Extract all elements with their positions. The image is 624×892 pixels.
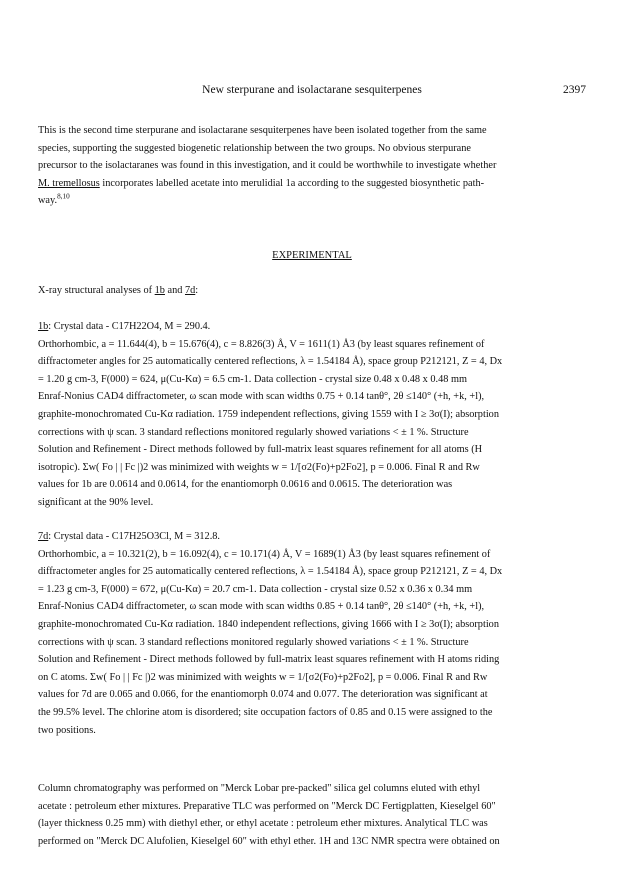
intro-paragraph <box>38 122 588 210</box>
xray-heading-text: : <box>195 285 199 296</box>
section-title: EXPERIMENTAL <box>272 250 352 261</box>
data-line: the 99.5% level. The chlorine atom is disordered; site occupation factors of 0.85 and 0.15 were assigned to the <box>38 706 493 718</box>
data-line: Solution and Refinement - Direct methods followed by full-matrix least squares refinement with H atoms riding <box>38 654 500 666</box>
data-line: on C atoms. Σw( Fo | | Fc |)2 was minimized with weights w = 1/[σ2(Fo)+p2Fo2], p = 0.006. Final R and Rw <box>38 671 488 683</box>
data-line: diffractometer angles for 25 automatically centered reflections, λ = 1.54184 Å), space group P212121, Z = 4, Dx <box>38 356 503 368</box>
intro-line <box>38 192 588 210</box>
data-line: Solution and Refinement - Direct methods followed by full-matrix least squares refinement for all atoms (H <box>38 444 483 456</box>
compound-label: 1b <box>38 321 49 332</box>
data-line: two positions. <box>38 724 96 736</box>
crystal-data-1b <box>38 318 588 512</box>
intro-line-text: incorporates labelled acetate into merulidial 1a according to the suggested biosynthetic path- <box>99 177 485 189</box>
data-line: graphite-monochromated Cu-Kα radiation. 1759 independent reflections, giving 1559 with I ≥ 3σ(I); absorption <box>38 408 499 420</box>
reference-superscript: 8,10 <box>57 192 70 201</box>
data-line: diffractometer angles for 25 automatically centered reflections, λ = 1.54184 Å), space group P212121, Z = 4, Dx <box>38 566 503 578</box>
data-line: Enraf-Nonius CAD4 diffractometer, ω scan mode with scan widths 0.85 + 0.14 tanθ°, 2θ ≤140° (+h, +k, +l), <box>38 601 485 613</box>
data-line: values for 1b are 0.0614 and 0.0614, for the enantiomorph 0.0616 and 0.0615. The deterioration was <box>38 479 453 491</box>
data-line: corrections with ψ scan. 3 standard reflections monitored regularly showed variations < ± 1 %. Structure <box>38 636 469 648</box>
running-header-title: New sterpurane and isolactarane sesquiterpenes <box>202 84 422 96</box>
page-number: 2397 <box>563 84 586 96</box>
intro-line <box>38 175 588 193</box>
intro-line: species, supporting the suggested biogenetic relationship between the two groups. No obvious sterpurane <box>38 142 471 154</box>
intro-line-text: way. <box>38 195 58 207</box>
species-name: M. tremellosus <box>38 177 100 189</box>
data-line-text: : Crystal data - C17H22O4, M = 290.4. <box>48 321 211 332</box>
data-line: Orthorhombic, a = 11.644(4), b = 15.676(4), c = 8.826(3) Å, V = 1611(1) Å3 (by least squares refinement of <box>38 338 485 350</box>
data-line: isotropic). Σw( Fo | | Fc |)2 was minimized with weights w = 1/[σ2(Fo)+p2Fo2], p = 0.006. Final R and Rw <box>38 461 480 473</box>
compound-label: 7d <box>38 531 49 542</box>
intro-line: precursor to the isolactaranes was found in this investigation, and it could be worthwhile to investigate whether <box>38 160 497 172</box>
text-line: (layer thickness 0.25 mm) with diethyl ether, or ethyl acetate : petroleum ether mixtures. Analytical TLC was <box>38 818 488 830</box>
xray-heading-text: X-ray structural analyses of <box>38 285 155 296</box>
xray-heading-text: and <box>164 285 185 296</box>
data-line: Orthorhombic, a = 10.321(2), b = 16.092(4), c = 10.171(4) Å, V = 1689(1) Å3 (by least squares refinement of <box>38 548 491 560</box>
text-line: Column chromatography was performed on "Merck Lobar pre-packed" silica gel columns eluted with ethyl <box>38 783 481 794</box>
data-line: significant at the 90% level. <box>38 496 154 508</box>
data-line-text: : Crystal data - C17H25O3Cl, M = 312.8. <box>48 531 220 542</box>
text-line: acetate : petroleum ether mixtures. Preparative TLC was performed on "Merck DC Fertigplatten, Kieselgel 60" <box>38 800 496 812</box>
data-line: corrections with ψ scan. 3 standard reflections monitored regularly showed variations < ± 1 %. Structure <box>38 426 469 438</box>
intro-line: This is the second time sterpurane and isolactarane sesquiterpenes have been isolated together from the same <box>38 125 487 136</box>
data-line: graphite-monochromated Cu-Kα radiation. 1840 independent reflections, giving 1666 with I ≥ 3σ(I); absorption <box>38 618 499 630</box>
data-line: Enraf-Nonius CAD4 diffractometer, ω scan mode with scan widths 0.75 + 0.14 tanθ°, 2θ ≤140° (+h, +k, +l), <box>38 391 485 403</box>
data-line: values for 7d are 0.065 and 0.066, for the enantiomorph 0.074 and 0.077. The deterioration was significant at <box>38 689 488 701</box>
compound-label: 1b <box>154 285 165 296</box>
data-line <box>38 528 588 546</box>
data-line: = 1.20 g cm-3, F(000) = 624, μ(Cu-Kα) = 6.5 cm-1. Data collection - crystal size 0.48 x 0.48 x 0.48 mm <box>38 373 467 385</box>
compound-label: 7d <box>184 285 196 296</box>
xray-heading <box>38 282 588 300</box>
general-methods-paragraph <box>38 780 588 850</box>
text-line: performed on "Merck DC Alufolien, Kieselgel 60" with ethyl ether. 1H and 13C NMR spectra were obtained on <box>38 835 500 847</box>
crystal-data-7d <box>38 528 588 739</box>
data-line <box>38 318 588 336</box>
data-line: = 1.23 g cm-3, F(000) = 672, μ(Cu-Kα) = 20.7 cm-1. Data collection - crystal size 0.52 x 0.36 x 0.34 mm <box>38 583 473 595</box>
